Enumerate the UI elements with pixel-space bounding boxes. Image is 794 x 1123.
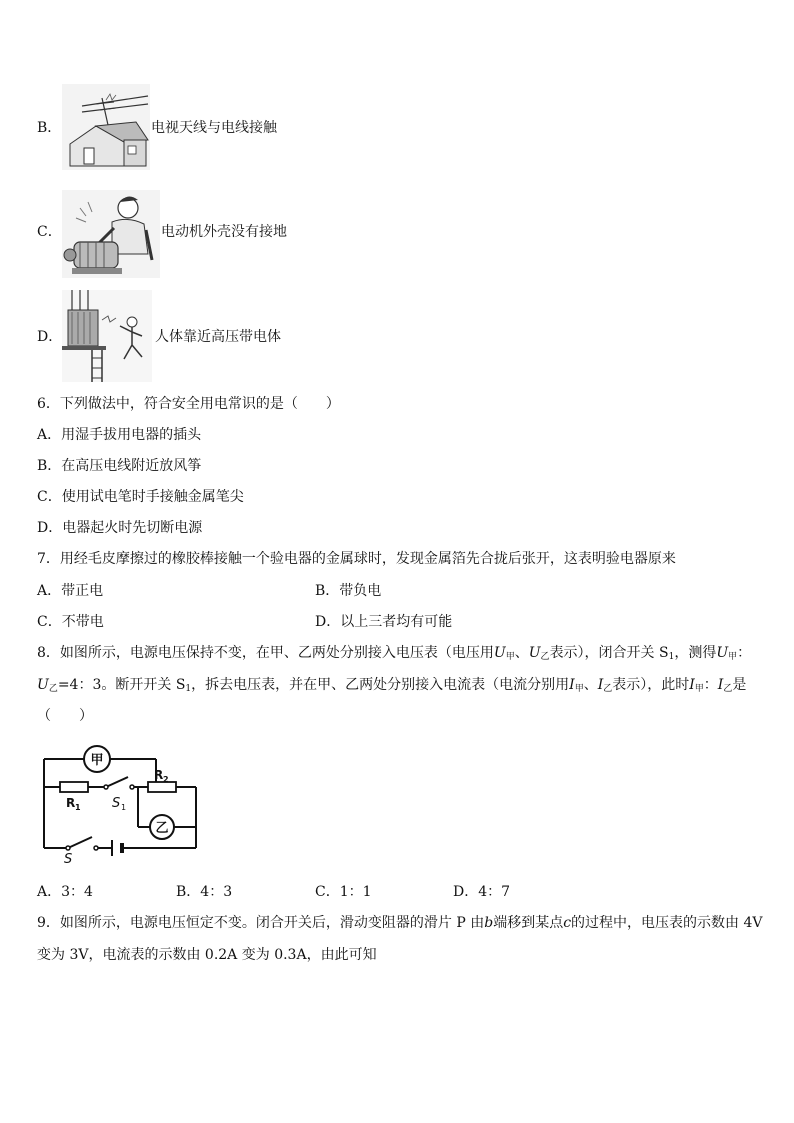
i-symbol: I: [717, 677, 724, 693]
sub-yi: 乙: [48, 684, 58, 694]
i-symbol: I: [689, 677, 695, 693]
colon: ：: [703, 677, 718, 693]
q9-text: 端移到某点: [493, 915, 564, 931]
q7-option-a: A．带正电: [37, 583, 104, 599]
option-c-text: 电动机外壳没有接地: [161, 224, 287, 240]
q6-option-a: A．用湿手拔用电器的插头: [37, 427, 202, 443]
person-near-high-voltage-illustration: [62, 290, 152, 382]
q8-text: 表示），此时: [612, 677, 690, 693]
separator: 、: [583, 677, 598, 693]
q9-line-1: [37, 913, 763, 933]
sub-jia: 甲: [728, 652, 738, 662]
q7-option-b: B．带负电: [315, 583, 382, 599]
r2-label: R: [154, 768, 164, 782]
q9-text: 9．如图所示，电源电压恒定不变。闭合开关后，滑动变阻器的滑片 P 由: [37, 915, 485, 931]
circuit-diagram: [38, 745, 203, 863]
i-symbol: I: [569, 677, 575, 693]
q8-text: ，拆去电压表，并在甲、乙两处分别接入电流表（电流分别用: [191, 677, 570, 693]
i-symbol: I: [597, 677, 604, 693]
q7-option-c: C．不带电: [37, 614, 104, 630]
q8-text: 8．如图所示，电源电压保持不变，在甲、乙两处分别接入电压表（电压用: [37, 645, 494, 661]
q8-option-c: C．1：1: [315, 884, 372, 900]
option-c-letter: C．: [37, 224, 62, 240]
sub-1: 1: [668, 652, 675, 662]
q6-stem: 6．下列做法中，符合安全用电常识的是（ ）: [37, 396, 340, 412]
q8-text: =4：3。断开开关 S: [57, 677, 186, 693]
sub-yi: 乙: [603, 684, 613, 694]
s1-subscript: 1: [121, 803, 127, 812]
q8-text: 表示），闭合开关 S: [549, 645, 669, 661]
colon: ：: [737, 645, 752, 661]
q8-line-1: [37, 643, 751, 667]
sub-yi: 乙: [723, 684, 733, 694]
q8-text: 是: [732, 677, 747, 693]
s1-label: S: [112, 796, 121, 811]
q8-line-2: [37, 675, 746, 699]
sub-jia: 甲: [574, 684, 584, 694]
r1-subscript: 1: [75, 803, 81, 812]
u-symbol: U: [528, 645, 541, 661]
house-antenna-touching-wire-illustration: [62, 84, 150, 170]
option-d-letter: D．: [37, 329, 63, 345]
u-symbol: U: [493, 645, 506, 661]
q7-option-d: D．以上三者均有可能: [315, 614, 453, 630]
q7-stem: 7．用经毛皮摩擦过的橡胶棒接触一个验电器的金属球时，发现金属箔先合拢后张开，这表明验电器原来: [37, 551, 676, 567]
u-symbol: U: [716, 645, 729, 661]
q8-option-a: A．3：4: [37, 884, 93, 900]
option-b-letter: B．: [37, 120, 62, 136]
option-b-text: 电视天线与电线接触: [151, 120, 277, 136]
q6-option-b: B．在高压电线附近放风筝: [37, 458, 202, 474]
q9-text: 的过程中，电压表的示数由 4V: [571, 915, 763, 931]
s-label: S: [64, 852, 73, 863]
q8-option-d: D．4：7: [453, 884, 511, 900]
option-d-text: 人体靠近高压带电体: [155, 329, 281, 345]
r1-label: R: [66, 796, 76, 810]
person-touching-motor-illustration: [62, 190, 160, 278]
q8-option-b: B．4：3: [176, 884, 233, 900]
point-c: c: [563, 915, 572, 931]
q9-line-2: 变为 3V，电流表的示数由 0.2A 变为 0.3A，由此可知: [37, 947, 377, 963]
point-b: b: [484, 915, 494, 931]
u-symbol: U: [37, 677, 49, 693]
q6-option-c: C．使用试电笔时手接触金属笔尖: [37, 489, 244, 505]
sub-jia: 甲: [694, 684, 704, 694]
meter-yi-label: 乙: [155, 821, 169, 836]
sub-1: 1: [185, 684, 192, 694]
q8-blank: （ ）: [37, 708, 93, 724]
r2-subscript: 2: [163, 775, 169, 784]
q8-text: ，测得: [674, 645, 717, 661]
sub-jia: 甲: [505, 652, 515, 662]
separator: 、: [514, 645, 529, 661]
meter-jia-label: 甲: [90, 753, 104, 768]
sub-yi: 乙: [540, 652, 550, 662]
q6-option-d: D．电器起火时先切断电源: [37, 520, 203, 536]
